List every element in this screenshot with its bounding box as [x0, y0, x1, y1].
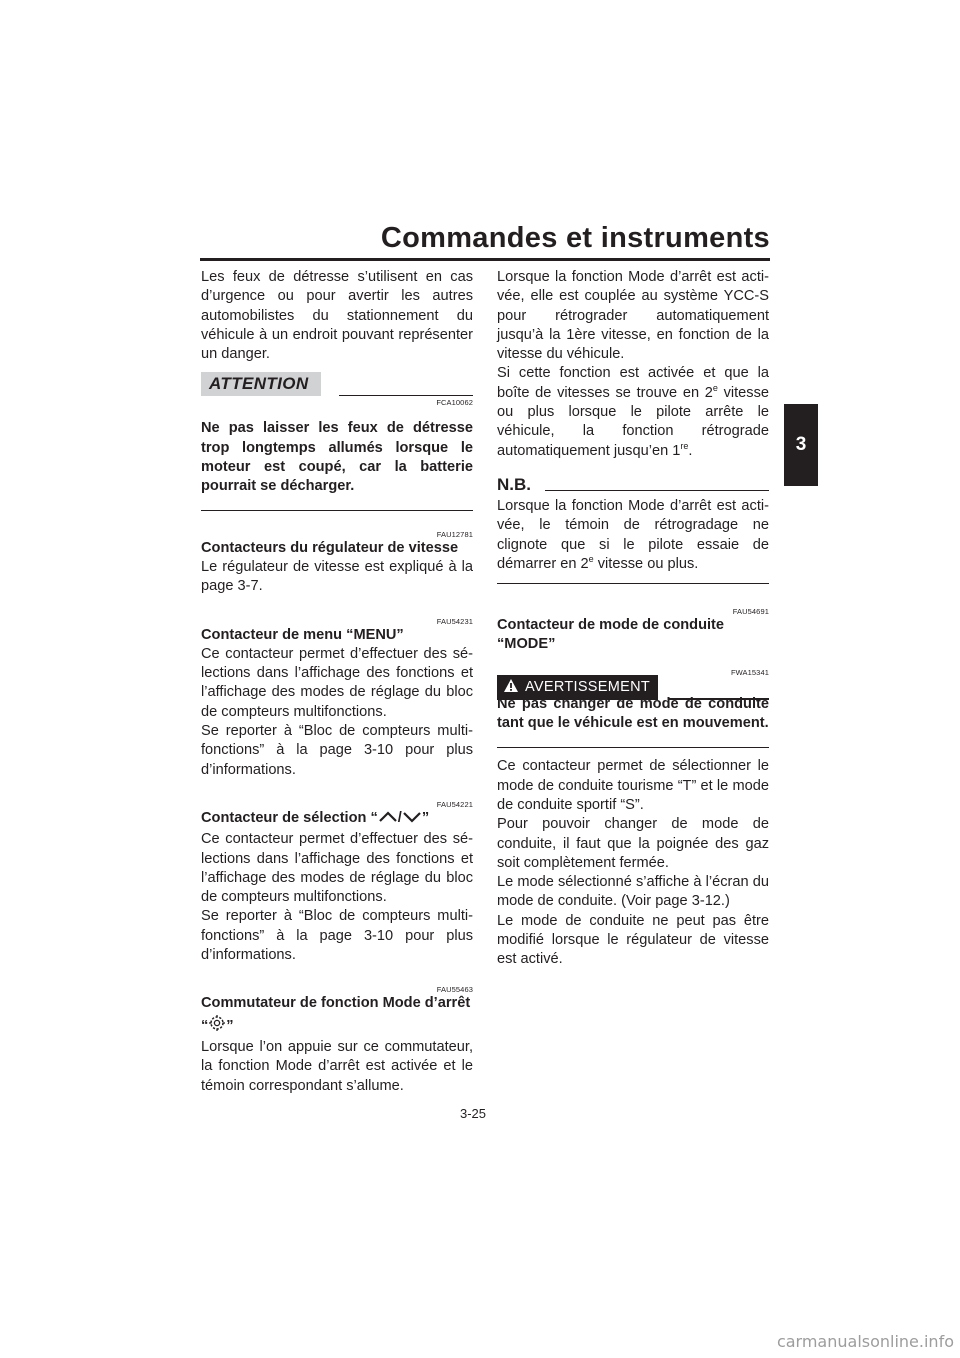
- nb-header: [497, 475, 769, 495]
- stop-mode-heading-line-1: Commutateur de fonction Mode d’arrêt: [201, 995, 471, 1012]
- mode-paragraph-1: Ce contacteur permet de sélectionner le mode de conduite tourisme “T” et le mode de conduite sportif “S”.: [497, 758, 769, 813]
- page-title: Commandes et instruments: [380, 222, 770, 254]
- nb-label: N.B.: [497, 474, 531, 494]
- stop-mode-paragraph: Lorsque l’on appuie sur ce commutateur, la fonction Mode d’arrêt est activée et le témoin correspondant s’allume.: [201, 1038, 473, 1094]
- attention-rule: [339, 395, 473, 396]
- chevron-up-icon: [378, 810, 398, 830]
- nb-rule: [545, 490, 769, 491]
- select-heading: [201, 809, 473, 830]
- p2-part-c: .: [688, 442, 693, 459]
- select-code: FAU54221: [436, 799, 473, 809]
- select-paragraph-2: Se reporter à “Bloc de compteurs multifonctions” à la page 3-10 pour plus d’informations.: [201, 908, 473, 964]
- mode-heading-line-1: Contacteur de mode de conduite: [497, 617, 725, 634]
- attention-header: [201, 372, 473, 396]
- select-paragraph-1: Ce contacteur permet d’effectuer des sélections dans l’affichage des fonctions et l’affichage des modes de réglage du bloc de compteurs multifonctions.: [201, 831, 473, 906]
- cruise-code: FAU12781: [436, 529, 473, 539]
- mode-paragraph-2: Pour pouvoir changer de mode de conduite, il faut que la poignée des gaz soit complètement fermée.: [497, 816, 769, 871]
- stop-mode-detail-paragraph-1: Lorsque la fonction Mode d’arrêt est activée, elle est couplée au système YCC-S pour rétrograder automatiquement jusqu’à la 1ère vitesse, en fonction de la vitesse du véhicule.: [497, 269, 769, 363]
- select-heading-start: Contacteur de sélection “: [201, 809, 378, 826]
- stop-mode-heading-close: ”: [226, 1017, 234, 1034]
- stop-mode-heading-open: “: [201, 1017, 209, 1034]
- menu-paragraph-1: Ce contacteur permet d’effectuer des sélections dans l’affichage des fonctions et l’affichage des modes de réglage du bloc de compteurs multifonctions.: [201, 645, 473, 720]
- warning-end-rule: [497, 747, 769, 748]
- p2-superscript-1: e: [712, 382, 718, 393]
- left-column: [201, 268, 473, 1096]
- stop-mode-detail-paragraph-2: [497, 364, 769, 460]
- stop-mode-gear-icon: [208, 1014, 226, 1038]
- mode-paragraph-3: Le mode sélectionné s’affiche à l’écran du mode de conduite. (Voir page 3-12.): [497, 874, 769, 910]
- mode-heading-line-2: “MODE”: [497, 636, 556, 653]
- nb-end-rule: [497, 583, 769, 584]
- cruise-heading: Contacteurs du régulateur de vitesse: [201, 539, 459, 556]
- warning-label: AVERTISSEMENT: [525, 679, 651, 696]
- chapter-tab: 3: [784, 404, 818, 486]
- mode-code: FAU54691: [732, 607, 769, 617]
- hazard-intro-paragraph: Les feux de détresse s’utilisent en cas d’urgence ou pour avertir les autres automobilistes du stationnement du véhicule à un endroit pouvant représenter un danger.: [201, 269, 473, 363]
- page-number: 3-25: [460, 1106, 487, 1121]
- menu-paragraph-2: Se reporter à “Bloc de compteurs multifonctions” à la page 3-10 pour plus d’informations.: [201, 723, 473, 778]
- mode-paragraph-4: Le mode de conduite ne peut pas être modifié lorsque le régulateur de vitesse est activé.: [497, 912, 769, 968]
- stop-mode-heading-line-2: [201, 1014, 473, 1038]
- p2-part-a: Si cette fonction est activée et que la boîte de vitesses se trouve en 2: [497, 365, 769, 401]
- select-heading-end: ”: [421, 809, 430, 826]
- nb-text-part-b: vitesse ou plus.: [593, 555, 699, 572]
- header-rule: [200, 258, 770, 261]
- menu-code: FAU54231: [436, 616, 473, 626]
- watermark: carmanualsonline.info: [776, 1332, 954, 1351]
- nb-text: [497, 497, 769, 574]
- p2-part-b: vitesse ou plus lorsque le pilote arrête le véhicule, la fonction rétrograde automatiquement jusqu’en 1: [497, 384, 769, 459]
- attention-text: Ne pas laisser les feux de détresse trop longtemps allumés lorsque le moteur est coupé, car la batterie pourrait se décharger.: [201, 420, 473, 495]
- right-column: [497, 268, 769, 970]
- cruise-paragraph: Le régulateur de vitesse est expliqué à la page 3-7.: [201, 558, 473, 595]
- select-heading-separator: /: [397, 809, 402, 826]
- chevron-down-icon: [402, 810, 422, 830]
- attention-end-rule: [201, 510, 473, 511]
- warning-code: FWA15341: [730, 667, 769, 677]
- nb-superscript: e: [588, 554, 594, 564]
- warning-triangle-icon: [503, 678, 519, 697]
- nb-text-part-a: Lorsque la fonction Mode d’arrêt est activée, le témoin de rétrogradage ne clignote que si le pilote essaie de démarrer en 2: [497, 497, 769, 572]
- warning-text: Ne pas changer de mode de conduite tant que le véhicule est en mouvement.: [497, 695, 769, 732]
- attention-code: FCA10062: [436, 398, 473, 408]
- menu-heading: Contacteur de menu “MENU”: [201, 626, 404, 643]
- stop-mode-code: FAU55463: [436, 985, 473, 995]
- attention-badge: ATTENTION: [201, 372, 321, 396]
- p2-superscript-2: re: [680, 440, 689, 451]
